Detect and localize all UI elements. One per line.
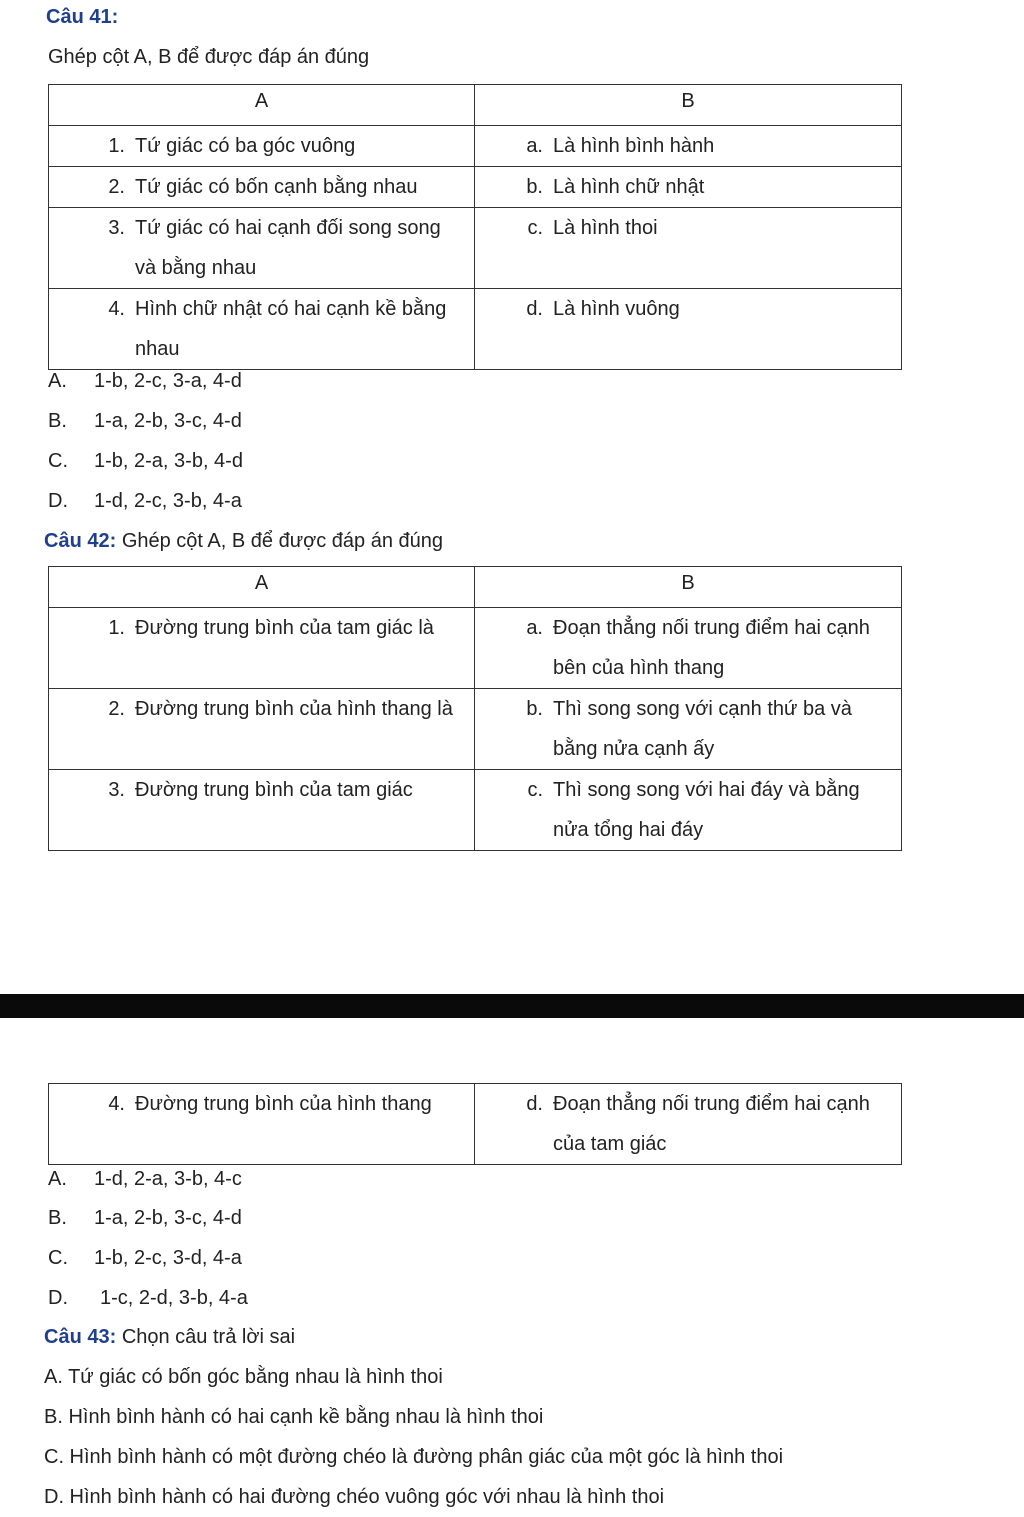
- column-a-item: Đường trung bình của hình thang: [135, 1093, 432, 1115]
- table-row: [49, 608, 902, 689]
- q42-title: Câu 42:: [44, 530, 117, 552]
- table-header-row: [49, 567, 902, 608]
- item-marker: 2.: [108, 176, 125, 198]
- column-a-item: Đường trung bình của tam giác: [135, 779, 413, 801]
- option-letter: D.: [48, 1287, 68, 1309]
- option-letter: C.: [48, 450, 68, 472]
- column-b-item: Thì song song với hai đáy và bằng nửa tổng hai đáy: [553, 779, 860, 841]
- q42-option-c[interactable]: [48, 1247, 242, 1270]
- option-letter: A.: [48, 370, 67, 392]
- option-text: 1-a, 2-b, 3-c, 4-d: [94, 1207, 242, 1229]
- q41-title: Câu 41:: [46, 6, 119, 28]
- column-b-item: Là hình chữ nhật: [553, 176, 705, 198]
- q41-matching-table: [48, 84, 902, 370]
- item-marker: 3.: [108, 217, 125, 239]
- column-b-item: Đoạn thẳng nối trung điểm hai cạnh của tam giác: [553, 1093, 870, 1155]
- item-marker: d.: [526, 1093, 543, 1115]
- q41-option-a[interactable]: [48, 370, 242, 393]
- column-b-item: Thì song song với cạnh thứ ba và bằng nửa cạnh ấy: [553, 698, 852, 760]
- option-letter: C.: [48, 1247, 68, 1269]
- item-marker: b.: [526, 698, 543, 720]
- column-a-item: Tứ giác có ba góc vuông: [135, 135, 356, 157]
- q43-title: Câu 43:: [44, 1326, 117, 1348]
- table-row: [49, 689, 902, 770]
- table-row: [49, 208, 902, 289]
- q42-option-d[interactable]: [48, 1287, 248, 1310]
- table-row: [49, 1084, 902, 1165]
- option-text: 1-b, 2-a, 3-b, 4-d: [94, 450, 243, 472]
- option-text: 1-b, 2-c, 3-d, 4-a: [94, 1247, 242, 1269]
- option-letter: D.: [48, 490, 68, 512]
- option-text: 1-b, 2-c, 3-a, 4-d: [94, 370, 242, 392]
- q43-option-b[interactable]: B. Hình bình hành có hai cạnh kề bằng nhau là hình thoi: [44, 1406, 544, 1428]
- column-b-header: B: [475, 567, 902, 608]
- q42-option-b[interactable]: [48, 1207, 242, 1230]
- column-a-item: Hình chữ nhật có hai cạnh kề bằng nhau: [135, 298, 447, 360]
- item-marker: b.: [526, 176, 543, 198]
- table-row: [49, 770, 902, 851]
- column-b-item: Là hình vuông: [553, 298, 680, 320]
- option-letter: A.: [48, 1168, 67, 1190]
- q41-intro: Ghép cột A, B để được đáp án đúng: [48, 46, 370, 68]
- column-b-item: Là hình thoi: [553, 217, 658, 239]
- item-marker: c.: [527, 779, 543, 801]
- option-letter: B.: [48, 1207, 67, 1229]
- q43-heading: [44, 1326, 295, 1349]
- q43-option-a[interactable]: A. Tứ giác có bốn góc bằng nhau là hình thoi: [44, 1366, 443, 1388]
- q42-intro: Ghép cột A, B để được đáp án đúng: [121, 530, 443, 552]
- table-row: [49, 289, 902, 370]
- column-a-item: Tứ giác có hai cạnh đối song song và bằng nhau: [135, 217, 441, 279]
- option-text: 1-d, 2-c, 3-b, 4-a: [94, 490, 242, 512]
- q42-option-a[interactable]: [48, 1168, 242, 1191]
- item-marker: 1.: [108, 617, 125, 639]
- item-marker: a.: [526, 135, 543, 157]
- item-marker: a.: [526, 617, 543, 639]
- table-row: [49, 167, 902, 208]
- item-marker: 1.: [108, 135, 125, 157]
- q41-option-d[interactable]: [48, 490, 242, 513]
- q43-intro: Chọn câu trả lời sai: [121, 1326, 296, 1348]
- column-b-item: Đoạn thẳng nối trung điểm hai cạnh bên của hình thang: [553, 617, 870, 679]
- q42-heading: [44, 530, 443, 553]
- table-row: [49, 126, 902, 167]
- column-a-item: Tứ giác có bốn cạnh bằng nhau: [135, 176, 418, 198]
- item-marker: d.: [526, 298, 543, 320]
- column-b-header: B: [475, 85, 902, 126]
- page-break-divider: [0, 994, 1024, 1018]
- item-marker: 4.: [108, 1093, 125, 1115]
- column-b-item: Là hình bình hành: [553, 135, 715, 157]
- q41-option-b[interactable]: [48, 410, 242, 433]
- item-marker: 4.: [108, 298, 125, 320]
- option-text: 1-d, 2-a, 3-b, 4-c: [94, 1168, 242, 1190]
- column-a-item: Đường trung bình của hình thang là: [135, 698, 453, 720]
- item-marker: 3.: [108, 779, 125, 801]
- q42-matching-table-continued: [48, 1083, 902, 1165]
- q41-option-c[interactable]: [48, 450, 243, 473]
- column-a-item: Đường trung bình của tam giác là: [135, 617, 434, 639]
- option-text: 1-c, 2-d, 3-b, 4-a: [100, 1287, 248, 1309]
- table-header-row: [49, 85, 902, 126]
- column-a-header: A: [49, 567, 475, 608]
- item-marker: c.: [527, 217, 543, 239]
- option-letter: B.: [48, 410, 67, 432]
- q43-option-c[interactable]: C. Hình bình hành có một đường chéo là đường phân giác của một góc là hình thoi: [44, 1446, 784, 1468]
- option-text: 1-a, 2-b, 3-c, 4-d: [94, 410, 242, 432]
- q42-matching-table: [48, 566, 902, 851]
- item-marker: 2.: [108, 698, 125, 720]
- q43-option-d[interactable]: D. Hình bình hành có hai đường chéo vuông góc với nhau là hình thoi: [44, 1486, 665, 1508]
- column-a-header: A: [49, 85, 475, 126]
